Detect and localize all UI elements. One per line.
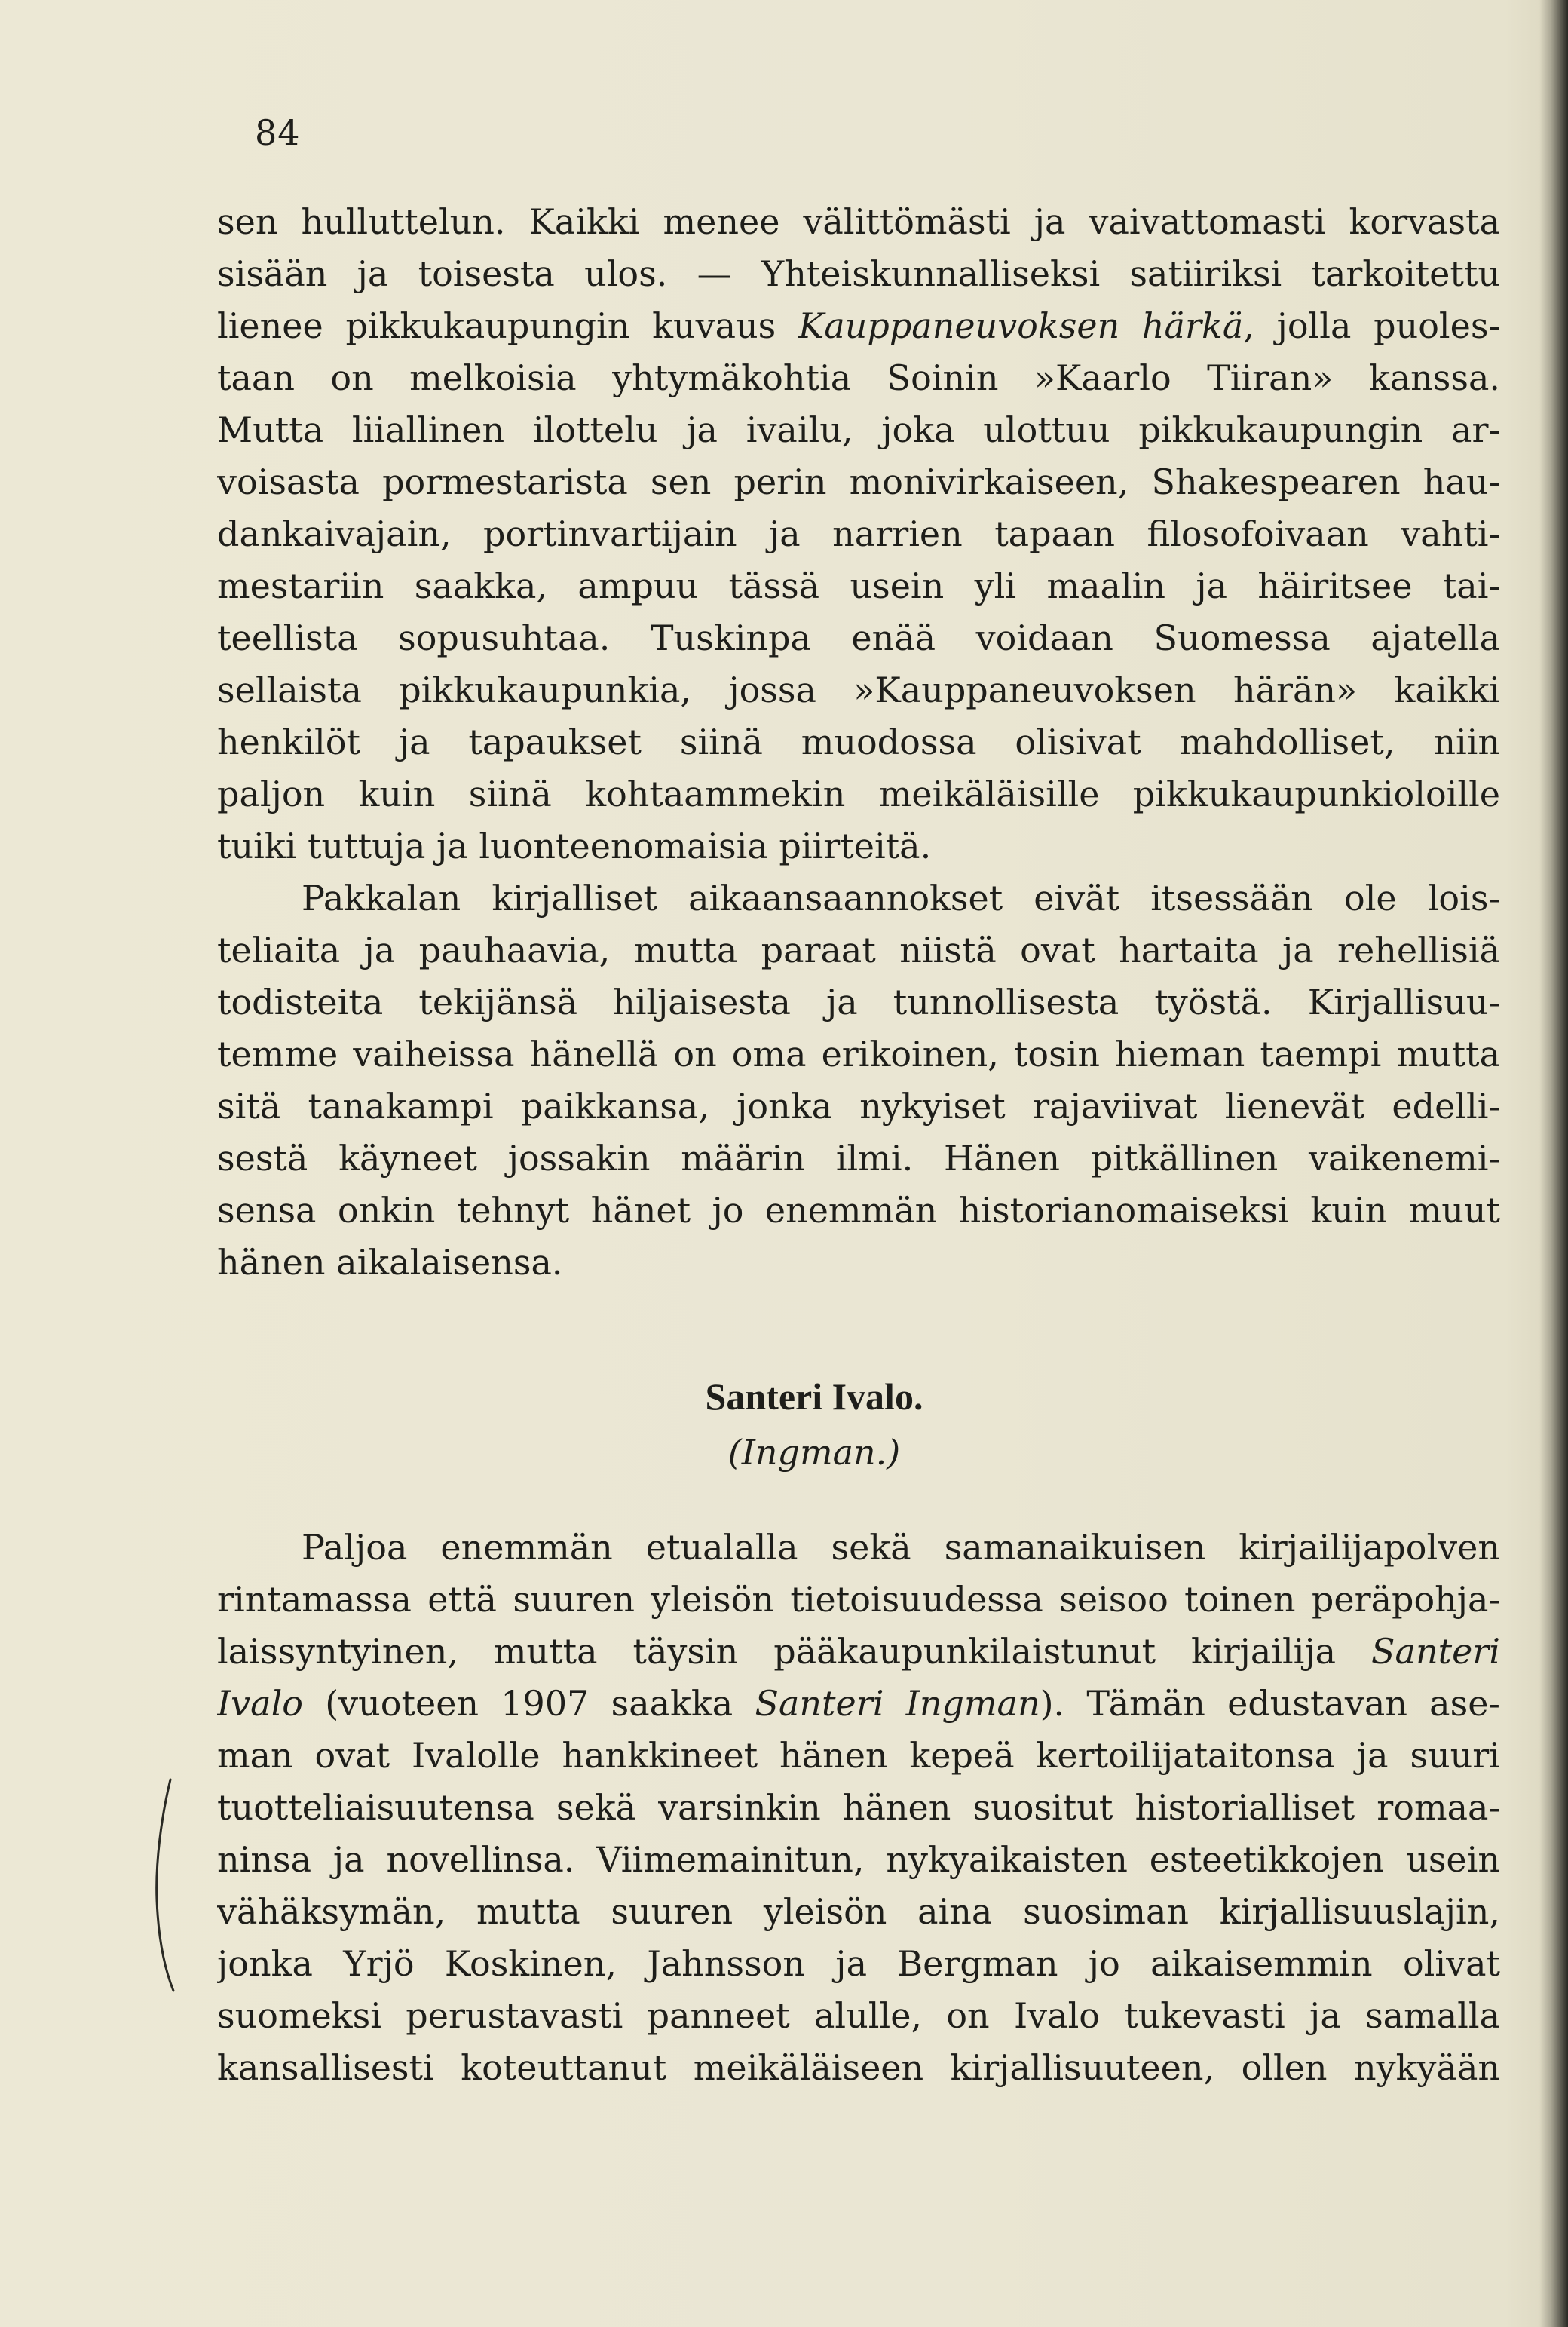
text-line: Paljoa enemmän etualalla sekä samanaikuisen kirjailijapolven	[302, 1527, 1500, 1568]
text-line: Ivalo (vuoteen 1907 saakka Santeri Ingman). Tämän edustavan ase-	[217, 1683, 1500, 1724]
text-line: jonka Yrjö Koskinen, Jahnsson ja Bergman jo aikaisemmin olivat	[217, 1943, 1500, 1984]
text-line: man ovat Ivalolle hankkineet hänen kepeä kertoilijataitonsa ja suuri	[217, 1735, 1500, 1776]
text-line: sestä käyneet jossakin määrin ilmi. Hänen pitkällinen vaikenemi-	[217, 1138, 1500, 1179]
text-line: ninsa ja novellinsa. Viimemainitun, nykyaikaisten esteetikkojen usein	[217, 1839, 1500, 1880]
handwritten-margin-bracket	[148, 1772, 185, 1998]
text-line: tuiki tuttuja ja luonteenomaisia piirteitä.	[217, 826, 932, 866]
paragraph	[217, 872, 1500, 1289]
text-line: rintamassa että suuren yleisön tietoisuudessa seisoo toinen peräpohja-	[217, 1579, 1500, 1620]
section-heading: Santeri Ivalo.	[705, 1375, 923, 1418]
text-line: Pakkalan kirjalliset aikaansaannokset eivät itsessään ole lois-	[302, 878, 1500, 918]
text-line: henkilöt ja tapaukset siinä muodossa olisivat mahdolliset, niin	[217, 722, 1500, 762]
text-line: laissyntyinen, mutta täysin pääkaupunkilaistunut kirjailija Santeri	[217, 1631, 1500, 1672]
page-edge-shadow	[1539, 0, 1568, 2327]
text-line: hänen aikalaisensa.	[217, 1242, 563, 1283]
text-line: tuotteliaisuutensa sekä varsinkin hänen suositut historialliset romaa-	[217, 1787, 1500, 1828]
text-line: lienee pikkukaupungin kuvaus Kauppaneuvoksen härkä, jolla puoles-	[217, 305, 1500, 346]
text-line: paljon kuin siinä kohtaammekin meikäläisille pikkukaupunkioloille	[217, 774, 1500, 814]
text-line: sisään ja toisesta ulos. — Yhteiskunnalliseksi satiiriksi tarkoitettu	[217, 253, 1500, 294]
text-line: sensa onkin tehnyt hänet jo enemmän historianomaiseksi kuin muut	[217, 1190, 1500, 1231]
text-line: taan on melkoisia yhtymäkohtia Soinin »Kaarlo Tiiran» kanssa.	[217, 357, 1500, 398]
text-block-upper	[217, 196, 1500, 1289]
text-line: voisasta pormestarista sen perin monivirkaiseen, Shakespearen hau-	[217, 461, 1500, 502]
page-number: 84	[255, 112, 301, 153]
text-line: sen hulluttelun. Kaikki menee välittömästi ja vaivattomasti korvasta	[217, 201, 1500, 242]
paragraph	[217, 1522, 1500, 2094]
text-line: teliaita ja pauhaavia, mutta paraat niistä ovat hartaita ja rehellisiä	[217, 930, 1500, 970]
text-line: suomeksi perustavasti panneet alulle, on Ivalo tukevasti ja samalla	[217, 1995, 1500, 2036]
text-line: mestariin saakka, ampuu tässä usein yli maalin ja häiritsee tai-	[217, 566, 1500, 606]
text-line: temme vaiheissa hänellä on oma erikoinen, tosin hieman taempi mutta	[217, 1034, 1500, 1075]
text-line: teellista sopusuhtaa. Tuskinpa enää voidaan Suomessa ajatella	[217, 618, 1500, 658]
paragraph	[217, 196, 1500, 872]
text-line: sellaista pikkukaupunkia, jossa »Kauppaneuvoksen härän» kaikki	[217, 670, 1500, 710]
text-line: dankaivajain, portinvartijain ja narrien tapaan filosofoivaan vahti-	[217, 514, 1500, 554]
text-line: kansallisesti koteuttanut meikäläiseen kirjallisuuteen, ollen nykyään	[217, 2047, 1500, 2088]
text-line: Mutta liiallinen ilottelu ja ivailu, joka ulottuu pikkukaupungin ar-	[217, 409, 1500, 450]
text-line: vähäksymän, mutta suuren yleisön aina suosiman kirjallisuuslajin,	[217, 1891, 1500, 1932]
section-subheading: (Ingman.)	[727, 1432, 901, 1473]
text-line: sitä tanakampi paikkansa, jonka nykyiset rajaviivat lienevät edelli-	[217, 1086, 1500, 1127]
text-block-lower	[217, 1522, 1500, 2094]
text-line: todisteita tekijänsä hiljaisesta ja tunnollisesta työstä. Kirjallisuu-	[217, 982, 1500, 1022]
